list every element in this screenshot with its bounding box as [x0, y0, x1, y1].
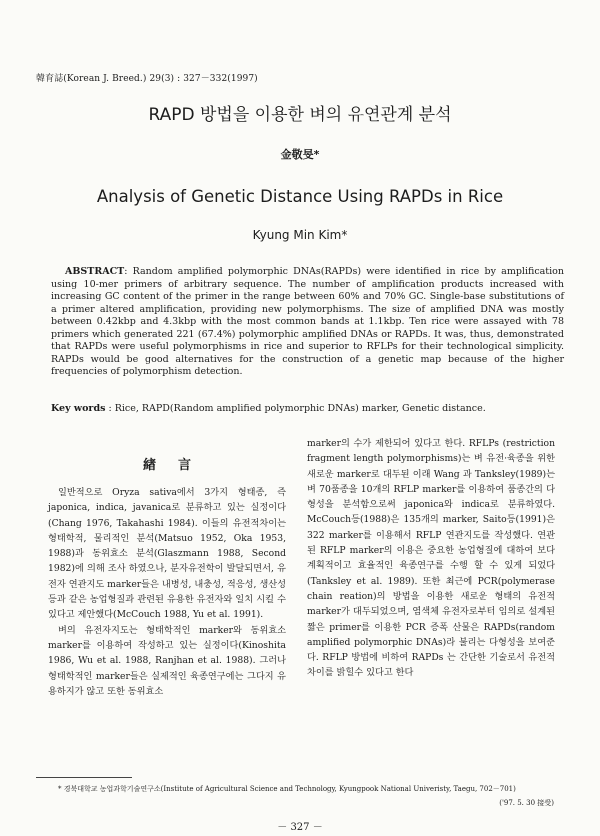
- page-number: － 327 －: [277, 822, 323, 833]
- right-paragraph-1: marker의 수가 제한되어 있다고 한다. RFLPs (restriction fragment length polymorphisms)는 벼 유전·육종을 위한 새로운 marker로 대두된 이래 Wang 과 Tanksley(1989)는 벼 70품종을 10개의 RFLP marker를 이용하여 품종간의 다형성을 분석함으로써 japonica와 indica로 분류하였다. McCouch등(1988)은 135개의 marker, Saito등(1991)은 322 marker를 이용해서 RFLP 연관지도를 작성했다. 연관된 RFLP marker의 이용은 중요한 농업형질에 대하여 보다 계획적이고 효율적인 육종연구를 수행 할 수 있게 되었다(Tanksley et al. 1989). 또한 최근에 PCR(polymerase chain reation)의 방법을 이용한 새로운 형태의 유전적 marker가 대두되었으며, 염색체 유전자로부터 임의로 설계된 짧은 primer를 이용한 PCR 증폭 산물은 RAPDs(random amplified polymorphic DNAs)라 불리는 다형성을 보여준다. RFLP 방법에 비하여 RAPDs 는 간단한 기술로서 유전적 차이를 밝힐수 있다고 한다: [307, 438, 555, 679]
- english-author: Kyung Min Kim*: [252, 228, 348, 242]
- right-column: [307, 436, 555, 681]
- left-paragraph-2: 벼의 유전자지도는 형태학적인 marker와 동위효소 marker를 이용하여 작성하고 있는 실정이다(Kinoshita 1986, Wu et al. 1988, Ranjhan et al. 1988). 그러나 형태학적인 marker들은 실제적인 육종연구에는 그다지 유용하지가 않고 또한 동위효소: [48, 624, 286, 697]
- korean-title: RAPD 방법을 이용한 벼의 유연관계 분석: [148, 105, 452, 125]
- abstract-label: ABSTRACT: [65, 266, 125, 277]
- english-title: Analysis of Genetic Distance Using RAPDs in Rice: [96, 187, 504, 206]
- abstract-text: : Random amplified polymorphic DNAs(RAPDs) were identified in rice by amplification using 10-mer primers of arbitrary sequence. The number of amplification products increased with increasing GC content of the primer in the range between 60% and 70% GC. Single-base substitutions of a primer altered amplification, providing new polymorphisms. The size of amplified DNA was mostly between 0.42kbp and 4.3kbp with the most common bands at 1.1kbp. Ten rice were assayed with 78 primers which generated 221 (67.4%) polymorphic amplified DNAs or RAPDs. It was, thus, demonstrated that RAPDs were useful polymorphisms in rice and superior to RFLPs for their technological simplicity. RAPDs would be good alternatives for the construction of a genetic map because of the higher frequencies of polymorphism detection.: [51, 266, 564, 377]
- section-heading: 緖言: [142, 458, 213, 473]
- abstract: [51, 266, 564, 379]
- left-column: [48, 485, 286, 699]
- korean-author: 金敬旻*: [280, 148, 320, 161]
- journal-citation: 韓育誌(Korean J. Breed.) 29(3) : 327－332(1997): [36, 74, 258, 84]
- keywords-text: : Rice, RAPD(Random amplified polymorphic DNAs) marker, Genetic distance.: [108, 403, 486, 414]
- keywords-label: Key words: [51, 403, 106, 414]
- left-paragraph-1: 일반적으로 Oryza sativa에서 3가지 형태종, 즉 japonica, indica, javanica로 분류하고 있는 실정이다(Chang 1976, Takahashi 1984). 이들의 유전적차이는 형태학적, 물리적인 분석(Matsuo 1952, Oka 1953, 1988)과 동위효소 분석(Glaszmann 1988, Second 1982)에 의해 조사 하였으나, 분자유전학이 발달되면서, 유전자 연관지도 marker들은 내병성, 내충성, 적응성, 생산성등과 같은 농업형질과 관련된 유용한 유전자와 일치 시킬 수 있다고 제안했다(McCouch 1988, Yu et al. 1991).: [48, 487, 286, 621]
- footnote: * 경북대학교 농업과학기술연구소(Institute of Agricultural Science and Technology, Kyungpook National Univeristy, Taegu, 702－701): [58, 785, 516, 793]
- footnote-rule: [36, 777, 132, 778]
- received-date: ('97. 5. 30 接受): [499, 799, 554, 807]
- keywords: [51, 403, 564, 414]
